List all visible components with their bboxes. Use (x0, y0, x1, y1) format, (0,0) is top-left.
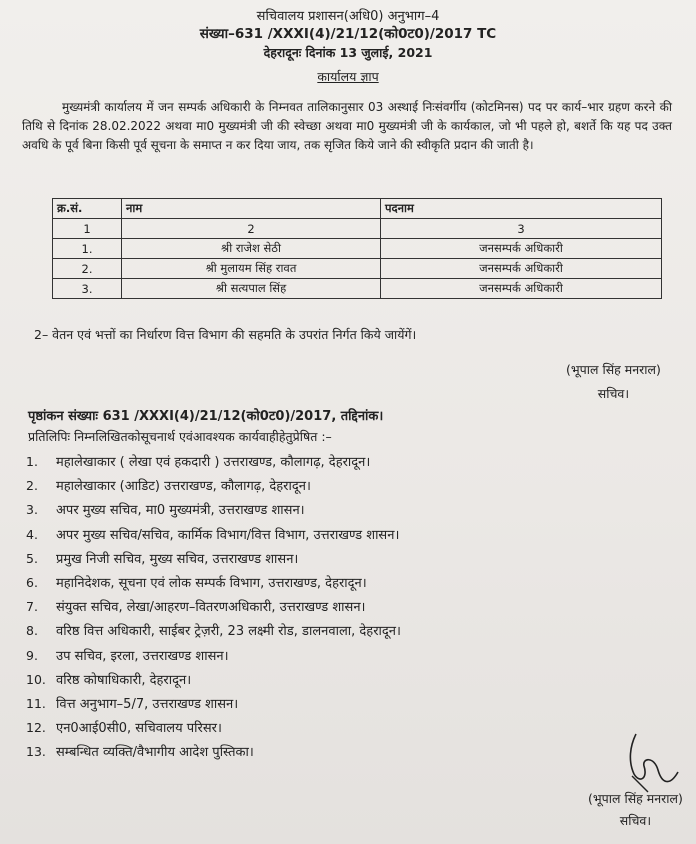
table-header-cell: क्र.सं. (53, 199, 122, 219)
table-header-row (53, 199, 662, 219)
table-cell: 1. (53, 239, 122, 259)
table-header-cell: नाम (122, 199, 381, 219)
list-item: 6. महानिदेशक, सूचना एवं लोक सम्पर्क विभाग, उत्तराखण्ड, देहरादून। (26, 574, 367, 591)
list-item: 2. महालेखाकार (आडिट) उत्तराखण्ड, कौलागढ़, देहरादून। (26, 478, 311, 495)
table-cell: जनसम्पर्क अधिकारी (381, 279, 662, 299)
list-item: 1. महालेखाकार ( लेखा एवं हकदारी ) उत्तराखण्ड, कौलागढ़, देहरादून। (26, 454, 371, 470)
signatory-name: (भूपाल सिंह मनराल) (588, 791, 683, 806)
main-paragraph: मुख्यमंत्री कार्यालय में जन सम्पर्क अधिकारी के निम्नवत तालिकानुसार 03 अस्थाई निःसंवर्गीय (कोटमिनस) पद पर कार्य–भार ग्रहण करने की तिथि से दिनांक 28.02.2022 अथवा मा0 मुख्यमंत्री जी की स्वेच्छा अथवा मा0 मुख्यमंत्री जी के कार्यकाल, जो भी पहले हो, बशर्ते कि यह पद उक्त अवधि के पूर्व बिना किसी पूर्व सूचना के समाप्त न कर दिया जाय, तक सृजित किये जाने की स्वीकृति प्रदान की जाती है। (22, 100, 672, 152)
signature-block-2 (588, 788, 683, 832)
table-cell: 2. (53, 259, 122, 279)
list-item: 7. संयुक्त सचिव, लेखा/आहरण–वितरणअधिकारी, उत्तराखण्ड शासन। (26, 599, 366, 616)
list-item: 13. सम्बन्धित व्यक्ति/वैभागीय आदेश पुस्तिका। (26, 744, 254, 761)
table-row (53, 259, 662, 279)
signatory-designation: सचिव। (597, 386, 630, 401)
table-cell: 1 (53, 219, 122, 239)
list-item: 11. वित्त अनुभाग–5/7, उत्तराखण्ड शासन। (26, 695, 239, 712)
table-index-row (53, 219, 662, 239)
copy-recipient-list (26, 450, 401, 764)
list-item: 8. वरिष्ठ वित्त अधिकारी, साईबर ट्रेज़री, 23 लक्ष्मी रोड, डालनवाला, देहरादून। (26, 623, 401, 640)
department-header: सचिवालय प्रशासन(अधि0) अनुभाग–4 (256, 9, 440, 24)
table-cell: श्री सत्यपाल सिंह (122, 279, 381, 299)
table-cell: जनसम्पर्क अधिकारी (381, 239, 662, 259)
table-header-cell: पदनाम (381, 199, 662, 219)
table-cell: जनसम्पर्क अधिकारी (381, 259, 662, 279)
table-row (53, 239, 662, 259)
list-item: 10. वरिष्ठ कोषाधिकारी, देहरादून। (26, 671, 192, 688)
table-cell: श्री मुलायम सिंह रावत (122, 259, 381, 279)
signatory-name: (भूपाल सिंह मनराल) (566, 362, 661, 377)
point-two: 2– वेतन एवं भत्तों का निर्धारण वित्त विभाग की सहमति के उपरांत निर्गत किये जायेंगें। (34, 327, 417, 342)
posts-table (52, 198, 662, 299)
signatory-designation: सचिव। (619, 813, 652, 828)
list-item: 4. अपर मुख्य सचिव/सचिव, कार्मिक विभाग/वित्त विभाग, उत्तराखण्ड शासन। (26, 526, 400, 543)
table-cell: 3 (381, 219, 662, 239)
place-date: देहरादूनः दिनांक 13 जुलाई, 2021 (263, 45, 433, 60)
list-item: 9. उप सचिव, इरला, उत्तराखण्ड शासन। (26, 647, 229, 664)
list-item: 12. एन0आई0सी0, सचिवालय परिसर। (26, 720, 222, 737)
table-cell: 3. (53, 279, 122, 299)
handwritten-signature (618, 726, 688, 796)
copy-to-line: प्रतिलिपिः निम्नलिखितकोसूचनार्थ एवंआवश्यक कार्यवाहीहेतुप्रेषित :– (28, 429, 332, 444)
signature-block-1 (566, 358, 661, 406)
reference-number: संख्या–631 /XXXI(4)/21/12(को0ट0)/2017 TC (199, 26, 497, 42)
document-title: कार्यालय ज्ञाप (317, 69, 379, 84)
endorsement-number: पृष्ठांकन संख्याः 631 /XXXI(4)/21/12(को0ट0)/2017, तद्दिनांक। (28, 409, 384, 424)
table-cell: श्री राजेश सेठी (122, 239, 381, 259)
list-item: 5. प्रमुख निजी सचिव, मुख्य सचिव, उत्तराखण्ड शासन। (26, 550, 299, 567)
table-row (53, 279, 662, 299)
table-cell: 2 (122, 219, 381, 239)
list-item: 3. अपर मुख्य सचिव, मा0 मुख्यमंत्री, उत्तराखण्ड शासन। (26, 502, 305, 519)
